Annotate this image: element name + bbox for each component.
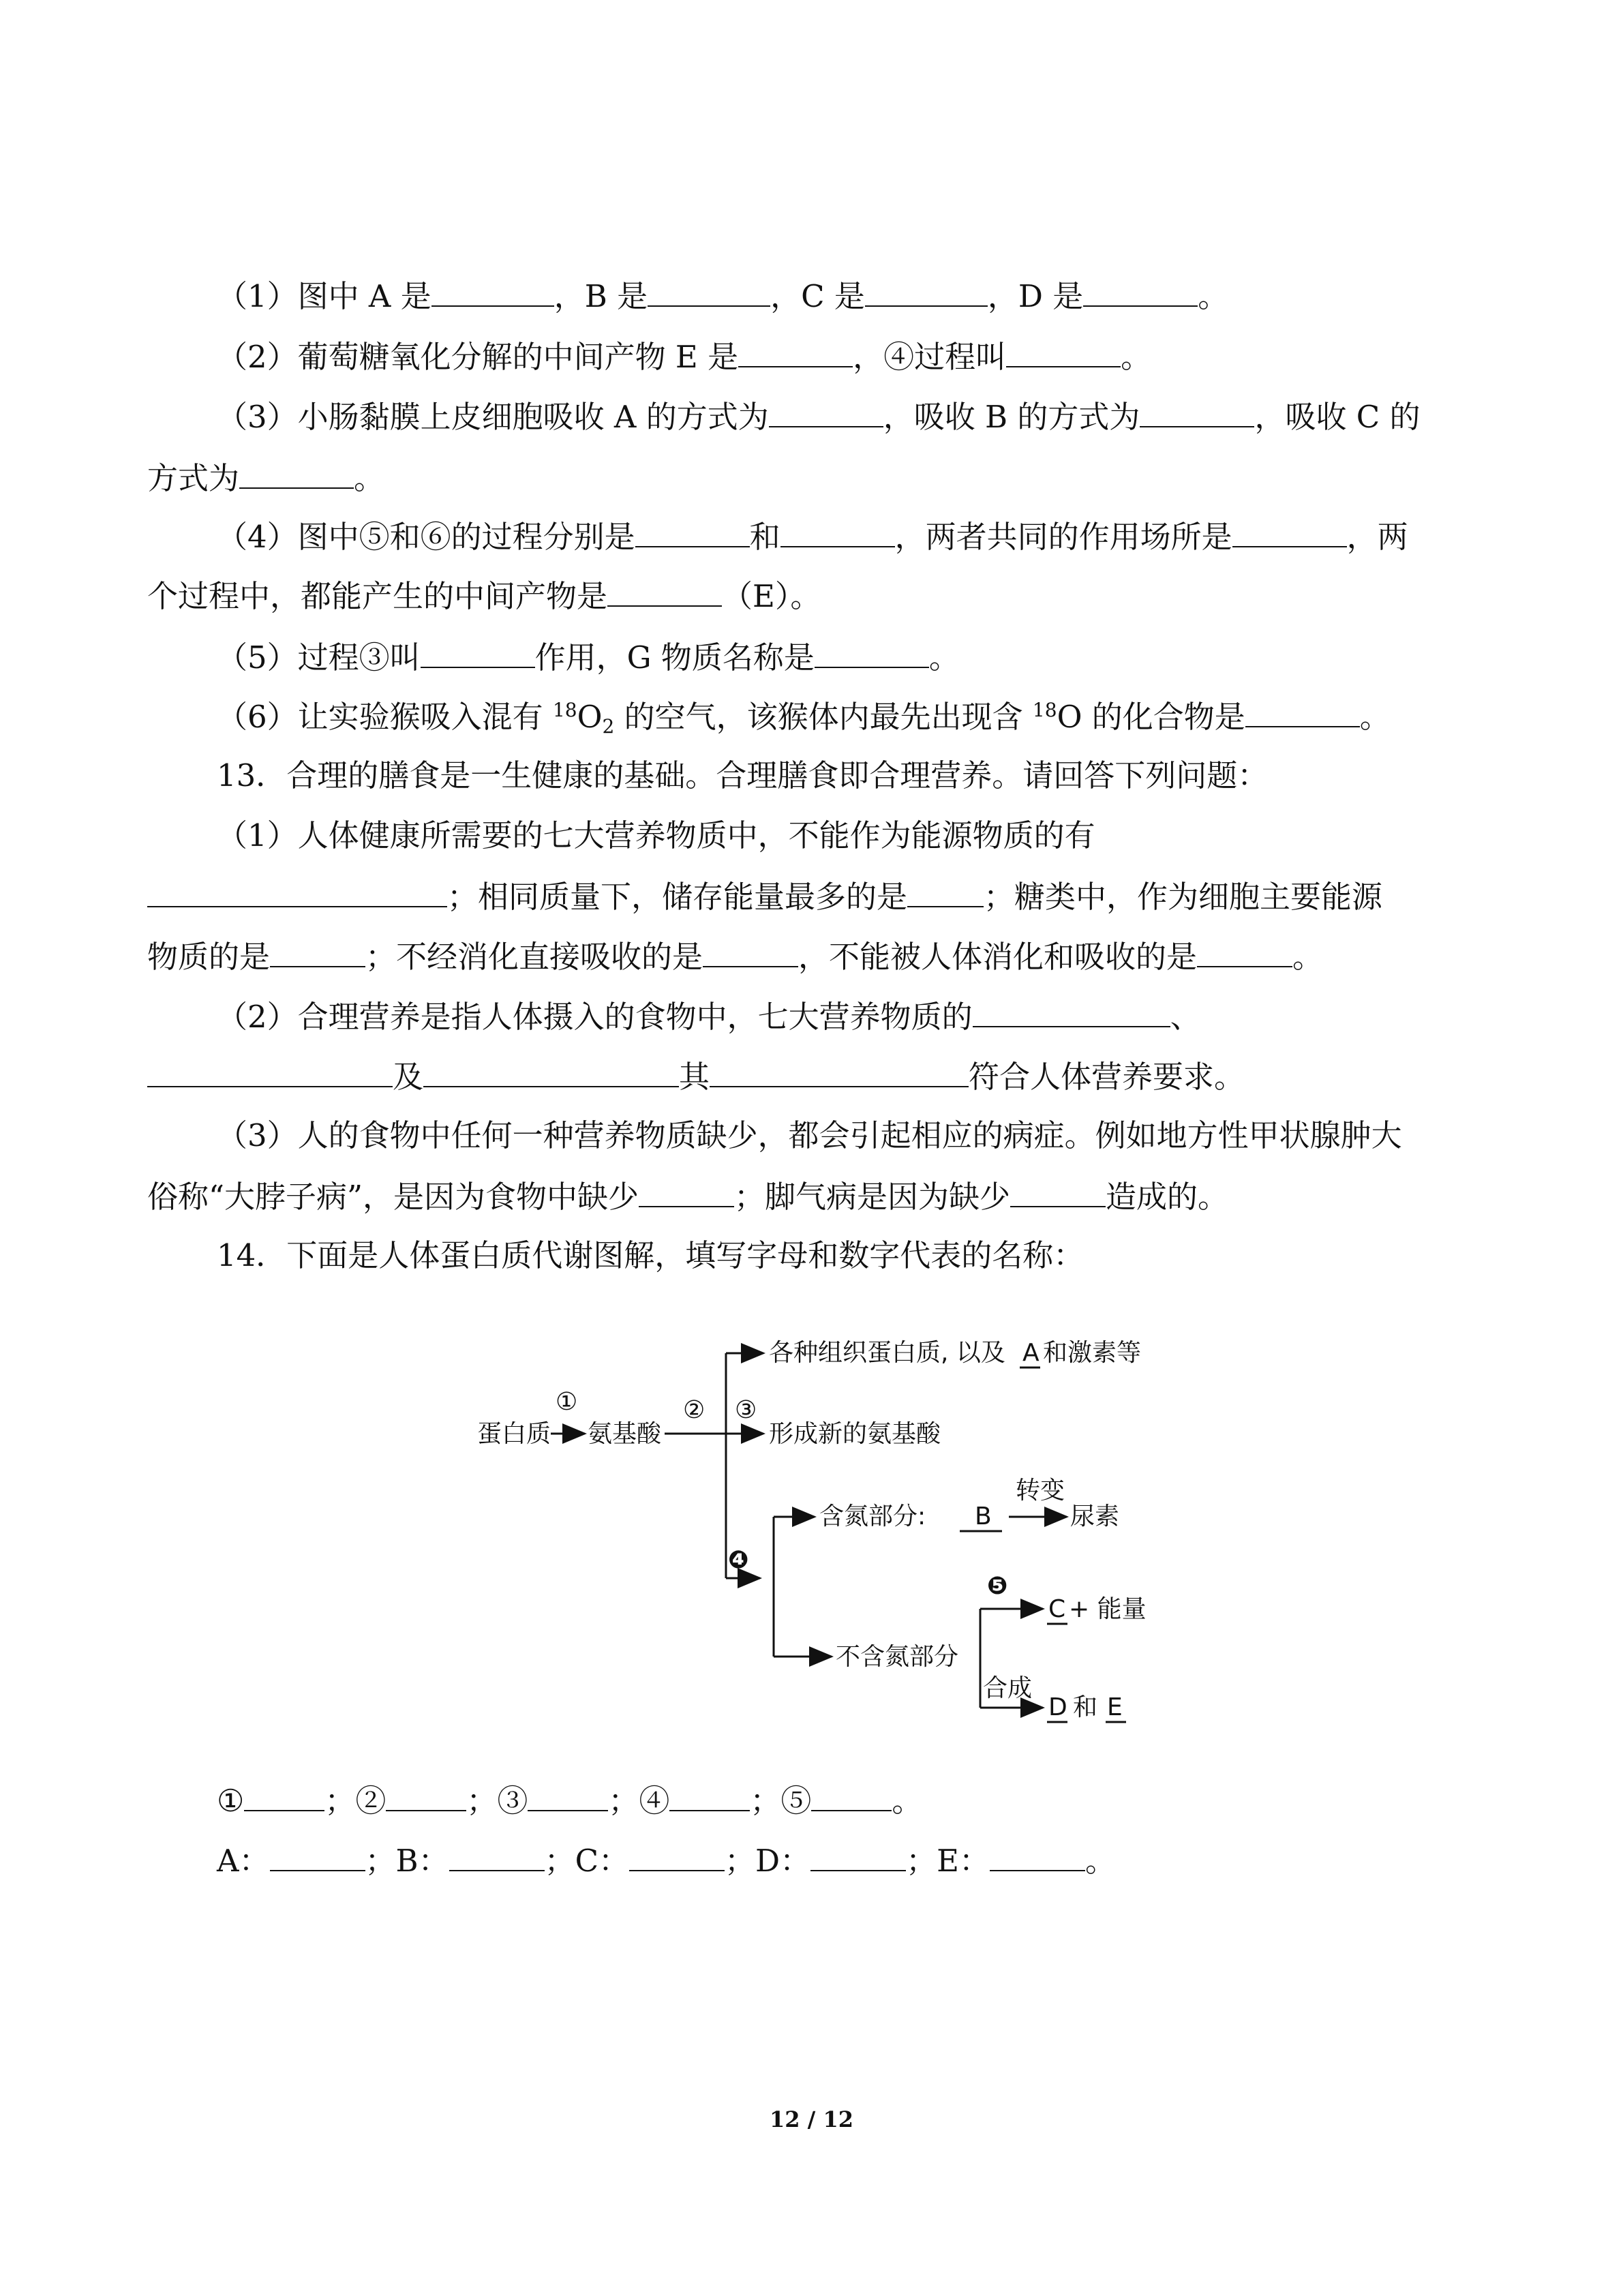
label-protein: 蛋白质: [477, 1420, 551, 1448]
answer-blank[interactable]: [1232, 515, 1347, 547]
answer-blank[interactable]: [648, 275, 770, 307]
q12-part3: （3）小肠黏膜上皮细胞吸收 A 的方式为 ，吸收 B 的方式为 ，吸收 C 的: [217, 395, 1420, 438]
label-out1b: 和激素等: [1043, 1339, 1142, 1367]
answer-blank[interactable]: [386, 1779, 466, 1811]
q14-answers-letters: A： ；B： ；C： ；D： ；E： 。: [217, 1839, 1116, 1882]
q13-part3-cont: 俗称“大脖子病”，是因为食物中缺少 ；脚气病是因为缺少 造成的。: [147, 1175, 1228, 1218]
q13-part1-cont2: 物质的是 ；不经消化直接吸收的是 ，不能被人体消化和吸收的是 。: [147, 935, 1323, 978]
label-out2: 形成新的氨基酸: [769, 1420, 941, 1448]
answer-blank[interactable]: [990, 1839, 1085, 1871]
answer-blank[interactable]: [710, 1055, 969, 1087]
answer-blank[interactable]: [239, 457, 354, 489]
label-n4: ❹: [728, 1546, 749, 1574]
answer-blank[interactable]: [629, 1839, 725, 1871]
answer-blank[interactable]: [607, 575, 722, 607]
answer-blank[interactable]: [738, 335, 853, 367]
answer-blank[interactable]: [769, 395, 883, 427]
q13-part2: （2）合理营养是指人体摄入的食物中，七大营养物质的 、: [217, 995, 1201, 1038]
answer-blank[interactable]: [1140, 395, 1254, 427]
label-D: D: [1048, 1693, 1067, 1721]
answer-blank[interactable]: [270, 1839, 365, 1871]
answer-blank[interactable]: [669, 1779, 750, 1811]
protein-metabolism-diagram: [470, 1309, 1152, 1738]
answer-blank[interactable]: [1083, 275, 1198, 307]
answer-blank[interactable]: [973, 995, 1170, 1027]
label-C: C: [1048, 1595, 1066, 1623]
label-energy: + 能量: [1069, 1595, 1147, 1623]
answer-blank[interactable]: [780, 515, 895, 547]
answer-blank[interactable]: [810, 1839, 906, 1871]
q13-part3: （3）人的食物中任何一种营养物质缺少，都会引起相应的病症。例如地方性甲状腺肿大: [217, 1117, 1402, 1153]
label-amino: 氨基酸: [588, 1420, 662, 1448]
answer-blank[interactable]: [865, 275, 988, 307]
q12-part4: （4）图中⑤和⑥的过程分别是 和 ，两者共同的作用场所是 ，两: [217, 515, 1408, 558]
answer-blank[interactable]: [528, 1779, 608, 1811]
answer-blank[interactable]: [811, 1779, 892, 1811]
label-B: B: [975, 1502, 992, 1530]
label-E: E: [1107, 1693, 1123, 1721]
q12-part4-cont: 个过程中，都能产生的中间产物是 （E）。: [147, 575, 821, 617]
q12-part1: （1）图中 A 是 ，B 是 ，C 是 ，D 是 。: [217, 275, 1228, 317]
label-n2: ②: [683, 1396, 706, 1424]
answer-blank[interactable]: [1245, 695, 1360, 727]
answer-blank[interactable]: [421, 636, 535, 668]
label-n5: ❺: [987, 1572, 1008, 1600]
answer-blank[interactable]: [1006, 335, 1121, 367]
answer-blank[interactable]: [147, 875, 447, 907]
label-out1-A: A: [1022, 1339, 1040, 1367]
q14-title: 14．下面是人体蛋白质代谢图解，填写字母和数字代表的名称：: [217, 1237, 1084, 1273]
label-synth: 合成: [983, 1674, 1033, 1702]
answer-blank[interactable]: [1197, 935, 1292, 967]
label-out1a: 各种组织蛋白质, 以及: [769, 1339, 1005, 1367]
answer-blank[interactable]: [423, 1055, 679, 1087]
label-nitro: 含氮部分:: [819, 1502, 926, 1530]
answer-blank[interactable]: [270, 935, 365, 967]
answer-blank[interactable]: [907, 875, 984, 907]
q13-title: 13．合理的膳食是一生健康的基础。合理膳食即合理营养。请回答下列问题：: [217, 757, 1269, 794]
answer-blank[interactable]: [449, 1839, 545, 1871]
q12-part6: （6）让实验猴吸入混有 $^{18}O_2$ 的空气，该猴体内最先出现含 $^{18}$O 的化合物是 。: [217, 695, 1391, 738]
answer-blank[interactable]: [147, 1055, 393, 1087]
page-number: 12 / 12: [769, 2106, 854, 2132]
answer-blank[interactable]: [244, 1779, 324, 1811]
q12-part5: （5）过程③叫 作用，G 物质名称是 。: [217, 636, 960, 678]
answer-blank[interactable]: [639, 1175, 734, 1207]
label-n3: ③: [735, 1396, 757, 1424]
q13-part2-cont: 及 其 符合人体营养要求。: [147, 1055, 1245, 1098]
q13-part1-cont: ；相同质量下，储存能量最多的是 ；糖类中，作为细胞主要能源: [147, 875, 1382, 918]
q12-part2: （2）葡萄糖氧化分解的中间产物 E 是 ，④过程叫 。: [217, 335, 1151, 378]
q12-part3-cont: 方式为 。: [147, 457, 384, 499]
answer-blank[interactable]: [703, 935, 798, 967]
label-n1: ①: [556, 1388, 578, 1416]
label-nonnitro: 不含氮部分: [836, 1643, 959, 1671]
answer-blank[interactable]: [815, 636, 929, 668]
answer-blank[interactable]: [1010, 1175, 1106, 1207]
label-change: 转变: [1016, 1477, 1065, 1505]
q13-part1: （1）人体健康所需要的七大营养物质中，不能作为能源物质的有: [217, 817, 1095, 854]
q14-answers-numbers: ① ；② ；③ ；④ ；⑤ 。: [217, 1779, 922, 1822]
answer-blank[interactable]: [635, 515, 750, 547]
label-urea: 尿素: [1070, 1502, 1120, 1530]
answer-blank[interactable]: [431, 275, 554, 307]
label-and: 和: [1073, 1693, 1098, 1721]
